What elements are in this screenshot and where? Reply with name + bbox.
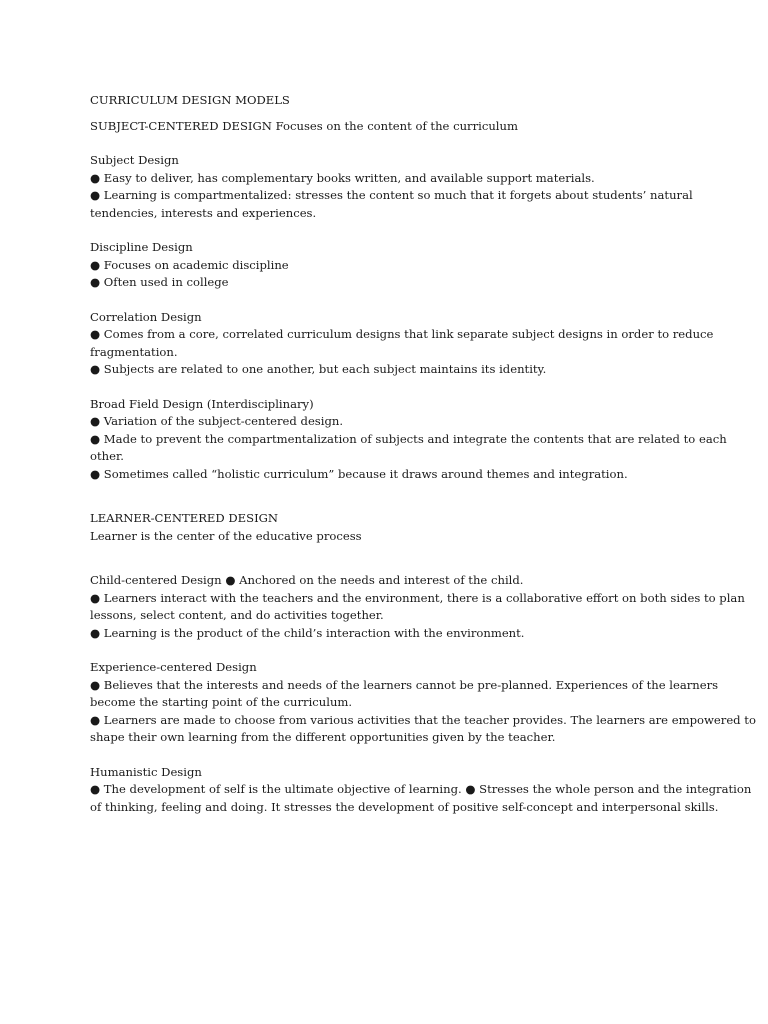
experience-centered-heading: Experience-centered Design [90,660,257,674]
subject-centered-heading: SUBJECT-CENTERED DESIGN Focuses on the content of the curriculum [90,118,518,133]
broad-field-design-bullet-1: ● Variation of the subject-centered design. [90,414,344,428]
subject-design-heading: Subject Design [90,153,179,167]
broad-field-design-bullet-2: ● Made to prevent the compartmentalization of subjects and integrate the contents that are related to each [90,431,727,446]
correlation-design-bullet-1-cont: fragmentation. [90,344,178,359]
experience-centered-bullet-1: ● Believes that the interests and needs of the learners cannot be pre-planned. Experiences of the learners [90,677,719,692]
broad-field-design-bullet-2-cont: other. [90,449,124,463]
correlation-design-heading: Correlation Design [90,309,202,324]
experience-centered-section [90,659,756,747]
correlation-design-bullet-2: ● Subjects are related to one another, but each subject maintains its identity. [90,362,547,376]
broad-field-design-bullet-3: ● Sometimes called “holistic curriculum” because it draws around themes and integration. [90,466,628,481]
discipline-design-bullet-2: ● Often used in college [90,275,229,289]
subject-design-section [90,152,693,222]
learner-centered-heading: LEARNER-CENTERED DESIGN [90,511,279,525]
subject-design-bullet-2-cont: tendencies, interests and experiences. [90,205,317,220]
humanistic-bullet-1-cont: of thinking, feeling and doing. It stresses the development of positive self-concept and interpersonal skills. [90,799,719,814]
discipline-design-section [90,239,685,292]
humanistic-heading: Humanistic Design [90,764,202,779]
subject-design-bullet-1: ● Easy to deliver, has complementary books written, and available support materials. [90,170,595,185]
document-page [90,92,756,816]
broad-field-design-section [90,396,727,484]
subject-design-bullet-2: ● Learning is compartmentalized: stresses the content so much that it forgets about students’ natural [90,188,693,202]
child-centered-bullet-1: ● Learners interact with the teachers and the environment, there is a collaborative effort on both sides to plan [90,590,745,605]
discipline-design-bullet-1: ● Focuses on academic discipline [90,257,289,272]
document-title: CURRICULUM DESIGN MODELS [90,93,290,107]
correlation-design-bullet-1: ● Comes from a core, correlated curriculum designs that link separate subject designs in order to reduce [90,327,714,341]
learner-centered-section [90,510,685,545]
child-centered-bullet-2: ● Learning is the product of the child’s interaction with the environment. [90,625,525,640]
correlation-design-section [90,309,714,379]
child-centered-heading: Child-centered Design ● Anchored on the needs and interest of the child. [90,573,524,587]
humanistic-bullet-1: ● The development of self is the ultimate objective of learning. ● Stresses the whole person and the integration [90,782,752,796]
experience-centered-bullet-2: ● Learners are made to choose from various activities that the teacher provides. The learners are empowered to [90,712,756,727]
broad-field-design-heading: Broad Field Design (Interdisciplinary) [90,396,314,411]
experience-centered-bullet-1-cont: become the starting point of the curriculum. [90,695,353,709]
child-centered-bullet-1-cont: lessons, select content, and do activities together. [90,608,384,622]
experience-centered-bullet-2-cont: shape their own learning from the different opportunities given by the teacher. [90,730,556,744]
learner-centered-subheading: Learner is the center of the educative process [90,528,362,543]
child-centered-section [90,572,745,642]
discipline-design-heading: Discipline Design [90,240,193,254]
humanistic-section [90,764,752,817]
